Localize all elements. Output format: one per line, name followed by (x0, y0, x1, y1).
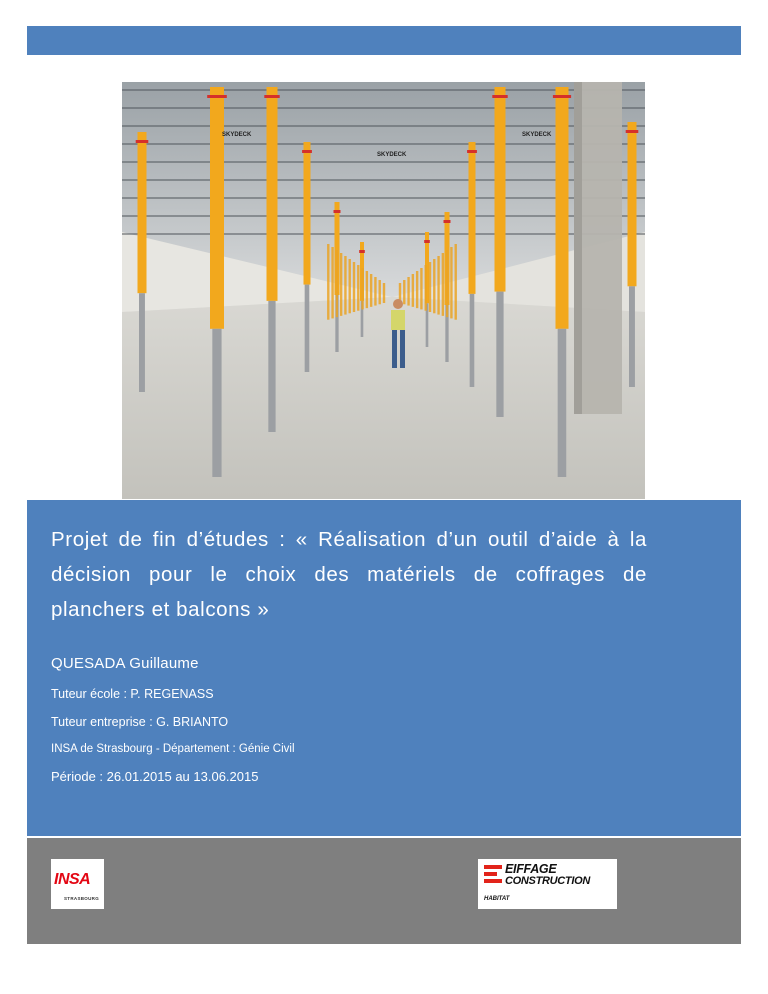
skydeck-label: SKYDECK (522, 132, 552, 138)
title-block (27, 500, 741, 836)
company-tutor: Tuteur entreprise : G. BRIANTO (51, 715, 229, 729)
distant-prop (425, 265, 427, 311)
insa-logo (51, 859, 104, 909)
eiffage-mark-icon (484, 865, 502, 885)
skydeck-label: SKYDECK (222, 132, 252, 138)
eiffage-logo-line3: HABITAT (484, 896, 510, 902)
logo-footer (27, 838, 741, 944)
distant-prop (374, 277, 376, 306)
skydeck-label: SKYDECK (377, 152, 407, 158)
period-line: Période : 26.01.2015 au 13.06.2015 (51, 769, 259, 784)
cover-photo (122, 82, 645, 499)
distant-prop (357, 265, 359, 311)
distant-prop (383, 283, 385, 303)
distant-prop (437, 256, 439, 315)
distant-prop (361, 268, 363, 309)
distant-prop (446, 250, 448, 317)
distant-prop (327, 244, 329, 320)
document-title: Projet de fin d’études : « Réalisation d’un outil d’aide à la décision pour le choix des matériels de coffrages de planchers et balcons » (51, 528, 647, 621)
distant-prop (336, 250, 338, 317)
top-color-band (27, 26, 741, 55)
distant-prop (349, 259, 351, 313)
distant-prop (340, 253, 342, 316)
eiffage-logo-line2: CONSTRUCTION (505, 875, 591, 887)
insa-logo-text: INSA (54, 871, 91, 888)
insa-logo-subtext: STRASBOURG (64, 896, 100, 901)
distant-prop (370, 274, 372, 307)
distant-prop (407, 277, 409, 306)
distant-prop (450, 247, 452, 318)
distant-prop (331, 247, 333, 318)
distant-prop (412, 274, 414, 307)
distant-prop (455, 244, 457, 320)
distant-prop (403, 280, 405, 304)
eiffage-logo-line1: EIFFAGE (505, 862, 557, 876)
distant-prop (433, 259, 435, 313)
distant-prop (442, 253, 444, 316)
distant-prop (420, 268, 422, 309)
distant-prop (353, 262, 355, 312)
school-tutor: Tuteur école : P. REGENASS (51, 687, 214, 701)
distant-prop (366, 271, 368, 308)
distant-prop (429, 262, 431, 312)
distant-prop (416, 271, 418, 308)
eiffage-logo (478, 859, 617, 909)
institution-line: INSA de Strasbourg - Département : Génie Civil (51, 743, 295, 755)
author-name: QUESADA Guillaume (51, 655, 199, 672)
distant-prop (344, 256, 346, 315)
distant-prop (379, 280, 381, 304)
